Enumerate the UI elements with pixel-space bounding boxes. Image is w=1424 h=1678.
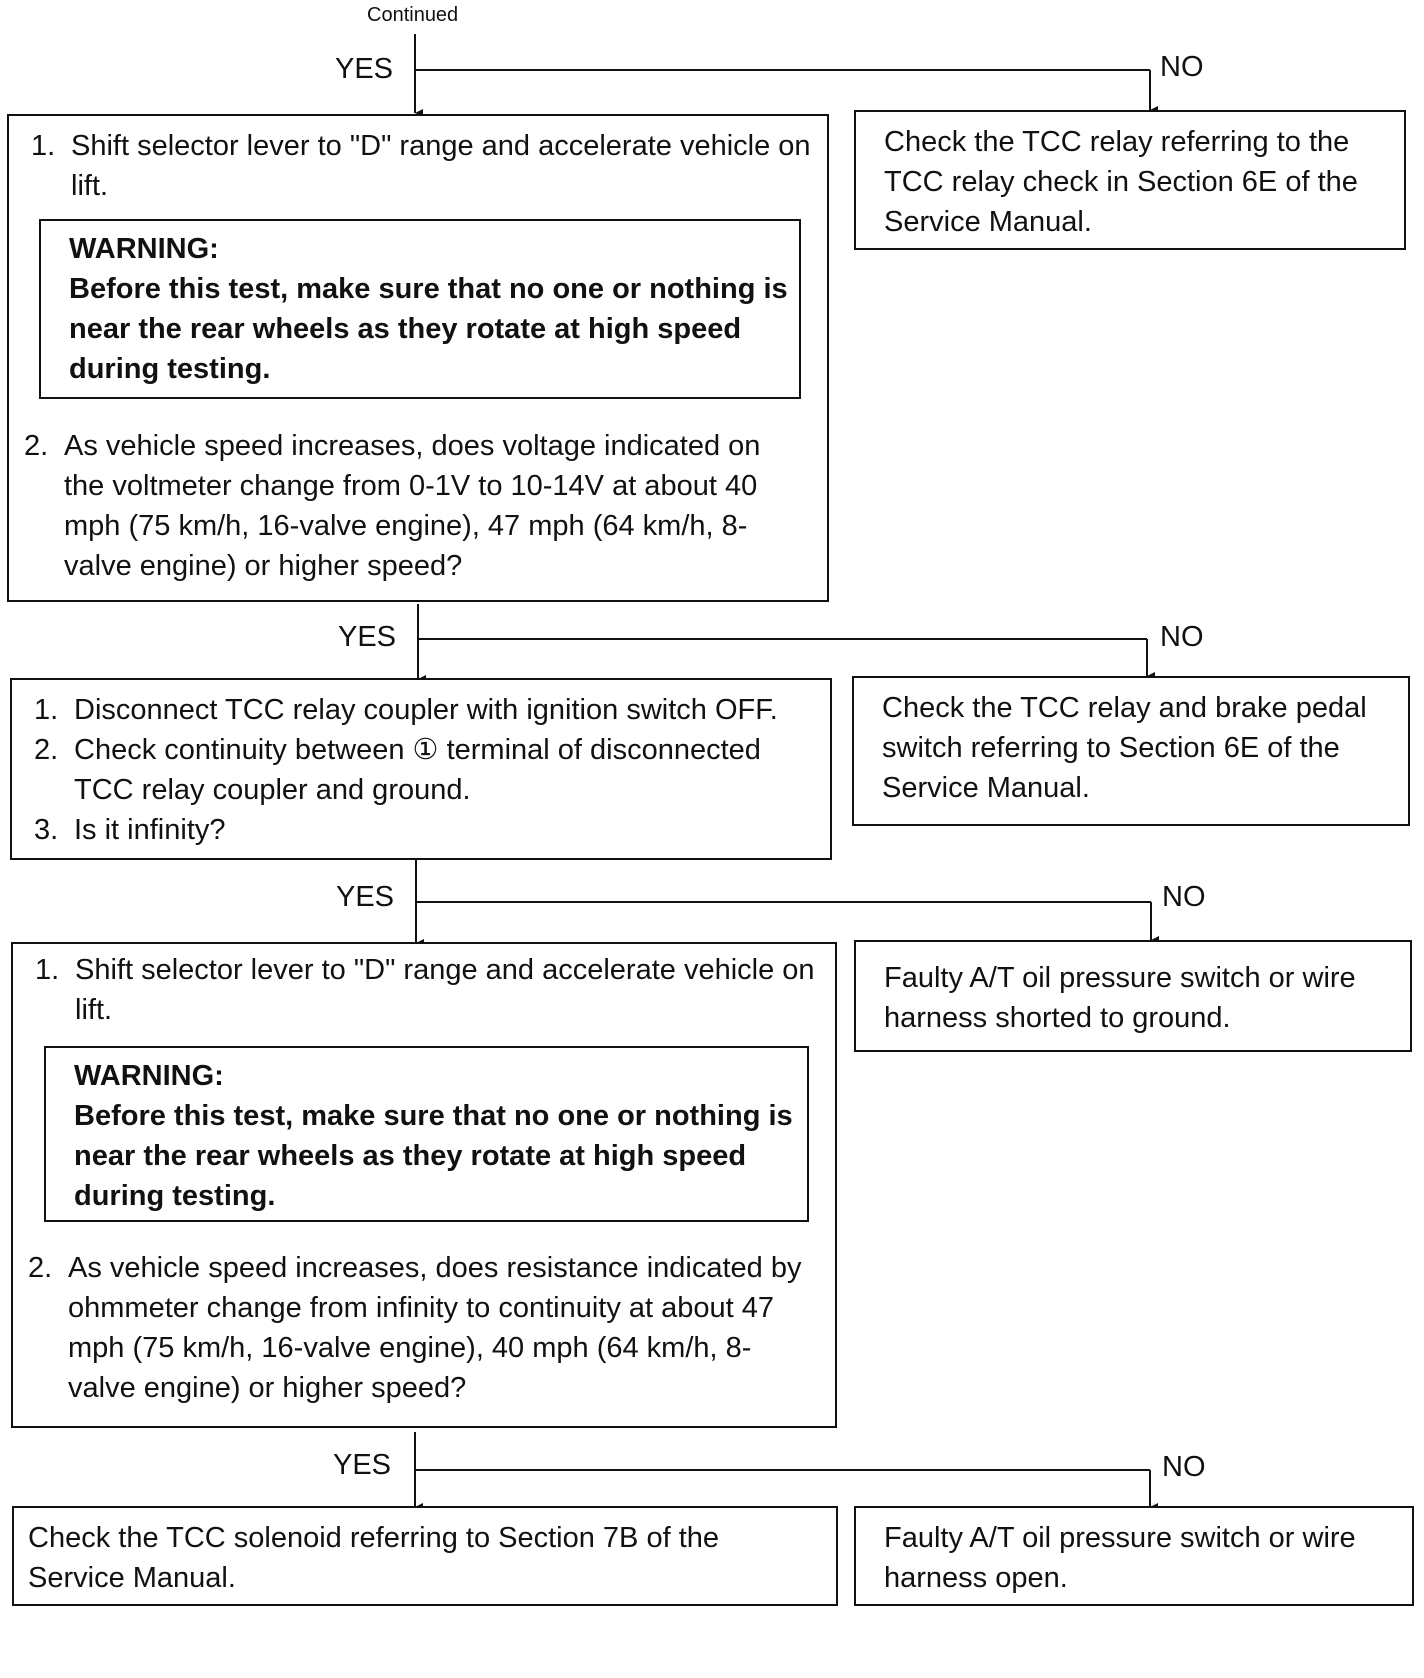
no-result-tcc-relay-check: Check the TCC relay referring to the TCC relay check in Section 6E of the Service Manual. <box>854 110 1406 250</box>
yes-label-1: YES <box>335 53 394 85</box>
no-result-switch-open: Faulty A/T oil pressure switch or wire harness open. <box>854 1506 1414 1606</box>
block1-step2-num: 2. <box>24 430 49 462</box>
no-label-2: NO <box>1160 621 1204 653</box>
block2-step3-text: Is it infinity? <box>74 814 226 846</box>
block1-step2-text: As vehicle speed increases, does voltage indicated on the voltmeter change from 0-1V to 10-14V at about 40 mph (75 km/h, 16-valve engine), 47 mph (64 km/h, 8-valve engine) or higher speed? <box>64 430 761 582</box>
block1-step1-num: 1. <box>31 130 56 162</box>
no-label-3: NO <box>1162 881 1206 913</box>
block1-step1-text: Shift selector lever to "D" range and accelerate vehicle on lift. <box>71 130 811 202</box>
block3-warning-text: Before this test, make sure that no one or nothing is near the rear wheels as they rotate at high speed during testing. <box>74 1100 793 1212</box>
test-box-voltage <box>7 114 829 602</box>
block2-step1-num: 1. <box>34 694 59 726</box>
test-box-continuity <box>10 678 832 860</box>
block1-warning-text: Before this test, make sure that no one or nothing is near the rear wheels as they rotate at high speed during testing. <box>69 273 788 385</box>
yes-label-4: YES <box>333 1449 392 1481</box>
block3-warning-title: WARNING: <box>74 1060 224 1092</box>
yes-label-2: YES <box>338 621 397 653</box>
block3-step1-text: Shift selector lever to "D" range and accelerate vehicle on lift. <box>75 954 815 1026</box>
block3-step2-text: As vehicle speed increases, does resistance indicated by ohmmeter change from infinity to continuity at about 47 mph (75 km/h, 16-valve engine), 40 mph (64 km/h, 8-valve engine) or higher speed? <box>68 1252 802 1404</box>
no-label-4: NO <box>1162 1451 1206 1483</box>
yes-result-tcc-solenoid: Check the TCC solenoid referring to Section 7B of the Service Manual. <box>12 1506 838 1606</box>
continued-label: Continued <box>367 4 459 26</box>
block2-step2-num: 2. <box>34 734 59 766</box>
no-result-switch-shorted: Faulty A/T oil pressure switch or wire harness shorted to ground. <box>854 940 1412 1052</box>
test-box-resistance <box>11 942 837 1428</box>
no-result-relay-brake-switch: Check the TCC relay and brake pedal switch referring to Section 6E of the Service Manual. <box>852 676 1410 826</box>
yes-label-3: YES <box>336 881 395 913</box>
block3-step2-num: 2. <box>28 1252 53 1284</box>
block2-step3-num: 3. <box>34 814 59 846</box>
block2-step2-text: Check continuity between ① terminal of disconnected TCC relay coupler and ground. <box>74 734 761 806</box>
block3-warning-box <box>44 1046 809 1222</box>
block2-step1-text: Disconnect TCC relay coupler with ignition switch OFF. <box>74 694 778 726</box>
no-label-1: NO <box>1160 51 1204 83</box>
block1-warning-box <box>39 219 801 399</box>
block1-warning-title: WARNING: <box>69 233 219 265</box>
block3-step1-num: 1. <box>35 954 60 986</box>
